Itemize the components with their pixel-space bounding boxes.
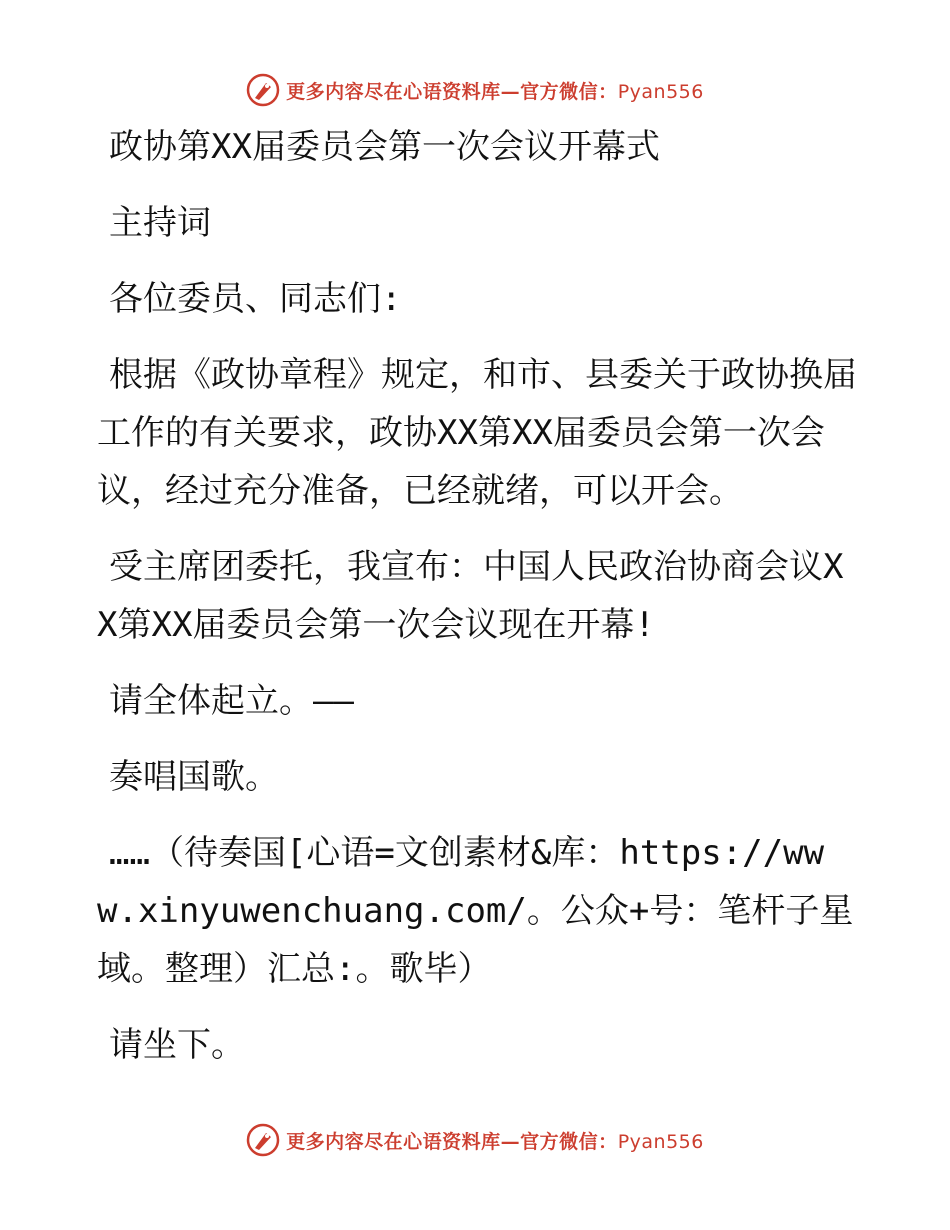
salutation: 各位委员、同志们: [109,279,402,319]
document-subtitle: 主持词 [109,203,211,243]
banner-official-label: 官方微信： [520,80,618,103]
banner-dash: — [500,1130,521,1153]
paragraph-6: 请坐下。 [109,1025,245,1065]
banner-main-text: 更多内容尽在心语资料库 [286,1130,501,1153]
paragraph-4: 奏唱国歌。 [109,757,279,797]
banner-text [286,1127,704,1154]
banner-text [286,77,704,104]
banner-wechat-id: Pyan556 [617,1130,704,1153]
document-title: 政协第XX届委员会第一次会议开幕式 [109,127,660,167]
pen-nib-logo-icon [246,1123,280,1157]
paragraph-1: 根据《政协章程》规定，和市、县委关于政协换届工作的有关要求，政协XX第XX届委员会第一次会议，经过充分准备，已经就绪，可以开会。 [97,355,857,511]
paragraph-2: 受主席团委托，我宣布：中国人民政治协商会议XX第XX届委员会第一次会议现在开幕! [97,547,844,645]
document-body [97,118,857,1092]
banner-dash: — [500,80,521,103]
banner-main-text: 更多内容尽在心语资料库 [286,80,501,103]
paragraph-3: 请全体起立。—— [109,681,354,721]
pen-nib-logo-icon [246,73,280,107]
banner-official-label: 官方微信： [520,1130,618,1153]
banner-wechat-id: Pyan556 [617,80,704,103]
paragraph-5: ……（待奏国[心语=文创素材&库：https://www.xinyuwenchuang.com/。公众+号：笔杆子星域。整理）汇总:。歌毕） [97,833,854,989]
footer-watermark-banner [0,1120,950,1160]
header-watermark-banner [0,70,950,110]
